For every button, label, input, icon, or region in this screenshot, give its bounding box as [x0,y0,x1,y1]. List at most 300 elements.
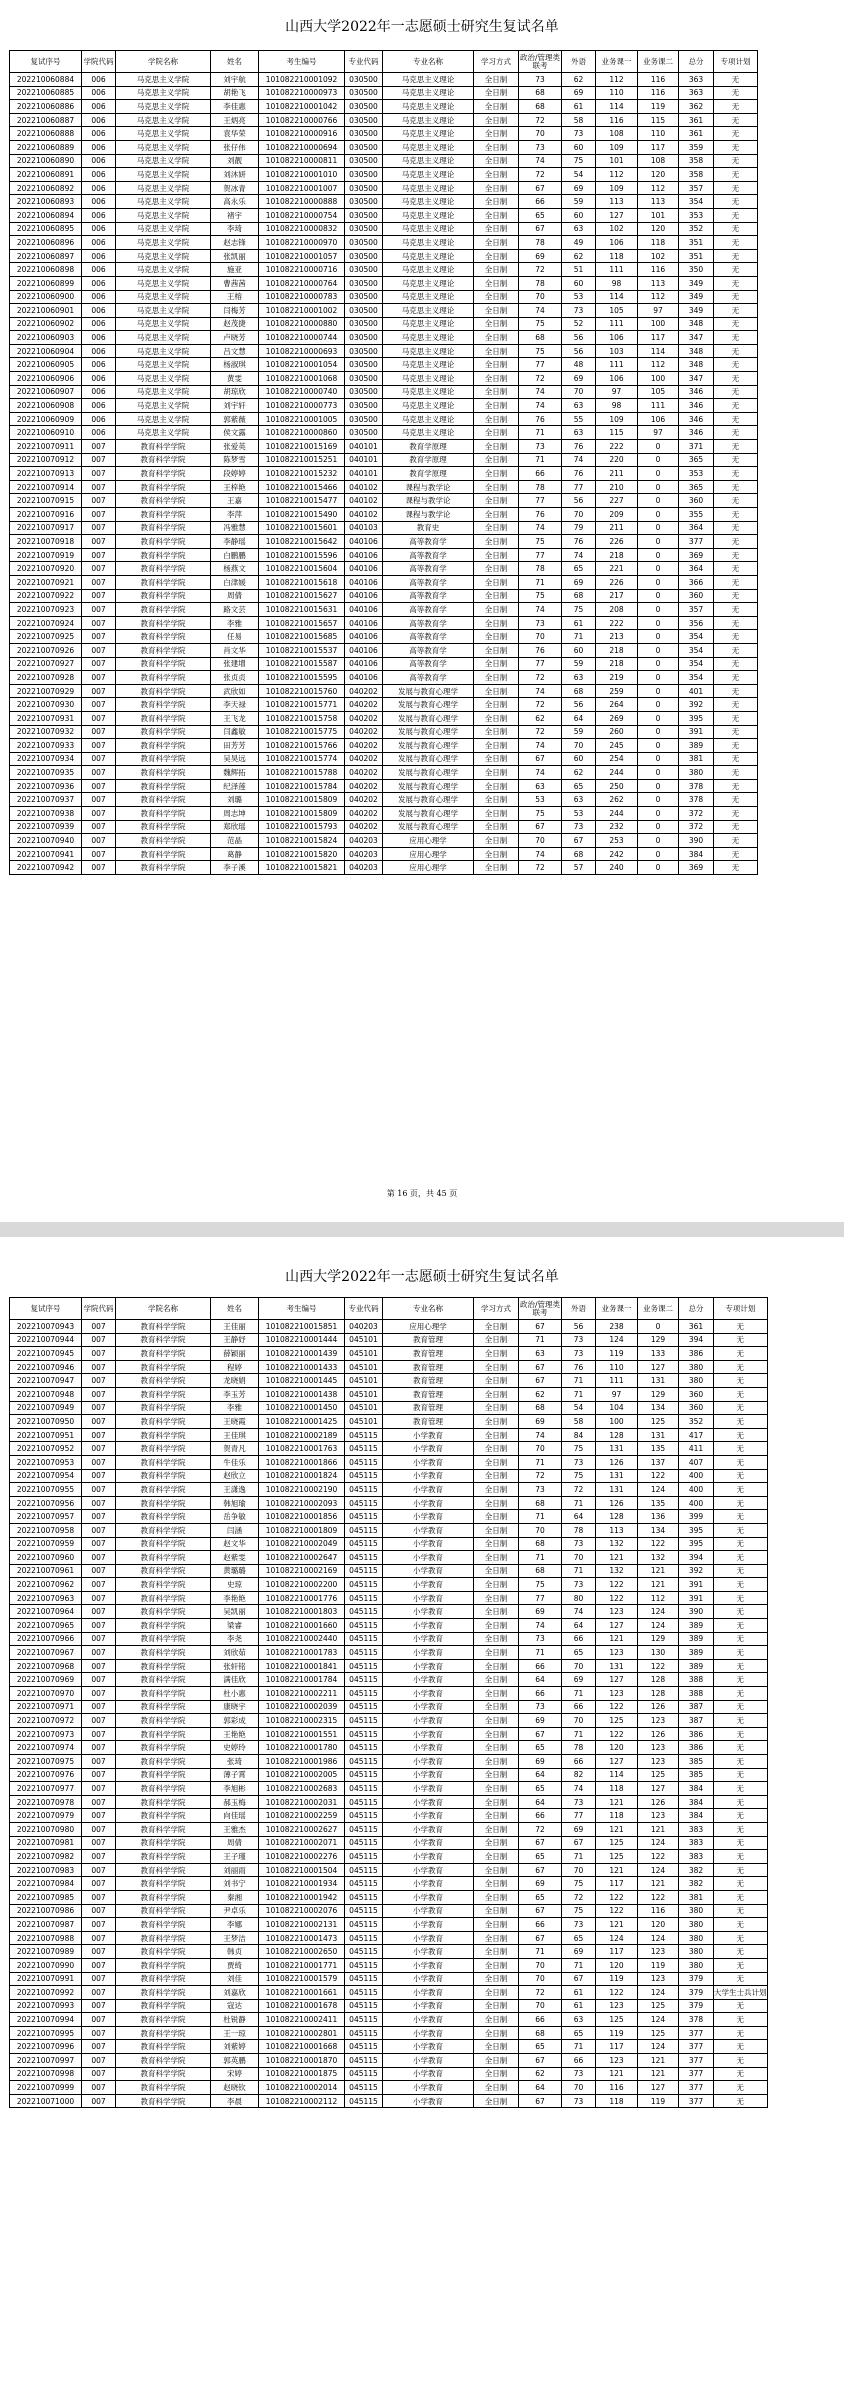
cell-student-name: 王炳亮 [211,113,259,127]
cell-major-code: 040106 [345,630,383,644]
cell-seq-no: 202210070954 [10,1469,82,1483]
table-row [10,1428,768,1442]
cell-total-score: 382 [679,1863,714,1877]
cell-college-code: 007 [82,535,116,549]
cell-subject1-score: 132 [596,1537,638,1551]
cell-seq-no: 202210070966 [10,1632,82,1646]
cell-college-code: 006 [82,86,116,100]
cell-major-code: 040106 [345,643,383,657]
cell-student-name: 路文芸 [211,603,259,617]
cell-seq-no: 202210070942 [10,861,82,875]
cell-major-code: 030500 [345,412,383,426]
cell-student-name: 吴凯丽 [211,1605,259,1619]
cell-study-mode: 全日制 [474,1374,519,1388]
cell-student-name: 武欣如 [211,684,259,698]
cell-student-name: 满佳欣 [211,1673,259,1687]
cell-study-mode: 全日制 [474,2054,519,2068]
cell-exam-id: 101082210000694 [259,140,345,154]
cell-college-name: 教育科学学院 [116,1320,211,1334]
table-row [10,86,758,100]
cell-major-name: 小学教育 [383,1632,474,1646]
table-row [10,1347,768,1361]
cell-college-code: 007 [82,1659,116,1673]
cell-college-code: 007 [82,1755,116,1769]
header-subject1-score: 业务课一 [596,51,638,73]
cell-special-plan: 无 [714,2040,768,2054]
cell-exam-id: 101082210001934 [259,1877,345,1891]
cell-college-name: 教育科学学院 [116,494,211,508]
cell-major-name: 马克思主义理论 [383,344,474,358]
cell-college-code: 007 [82,2040,116,2054]
cell-special-plan: 无 [714,140,758,154]
cell-total-score: 378 [679,2013,714,2027]
cell-major-code: 045115 [345,1605,383,1619]
table-row [10,1673,768,1687]
cell-politics-score: 65 [519,1850,562,1864]
cell-major-name: 小学教育 [383,2026,474,2040]
cell-college-name: 教育科学学院 [116,1360,211,1374]
table-row [10,344,758,358]
cell-seq-no: 202210070921 [10,575,82,589]
cell-student-name: 史琼 [211,1578,259,1592]
cell-language-score: 65 [562,779,596,793]
cell-subject1-score: 211 [596,521,638,535]
cell-subject1-score: 121 [596,2067,638,2081]
cell-subject2-score: 121 [638,1578,679,1592]
cell-seq-no: 202210060901 [10,304,82,318]
cell-subject1-score: 116 [596,113,638,127]
cell-language-score: 72 [562,1483,596,1497]
cell-total-score: 384 [679,1809,714,1823]
cell-major-name: 发展与教育心理学 [383,752,474,766]
cell-student-name: 张琦 [211,1755,259,1769]
cell-language-score: 74 [562,1782,596,1796]
cell-total-score: 377 [679,2081,714,2095]
cell-college-code: 007 [82,575,116,589]
cell-exam-id: 101082210015657 [259,616,345,630]
cell-major-name: 高等教育学 [383,562,474,576]
header-major-code: 专业代码 [345,51,383,73]
cell-special-plan: 无 [714,1727,768,1741]
cell-college-name: 马克思主义学院 [116,154,211,168]
cell-exam-id: 101082210001942 [259,1890,345,1904]
cell-college-code: 007 [82,440,116,454]
cell-special-plan: 无 [714,263,758,277]
cell-total-score: 383 [679,1822,714,1836]
cell-major-name: 小学教育 [383,1822,474,1836]
cell-study-mode: 全日制 [474,412,519,426]
cell-seq-no: 202210070945 [10,1347,82,1361]
table-row [10,1741,768,1755]
cell-total-score: 360 [679,1387,714,1401]
cell-subject1-score: 123 [596,1999,638,2013]
cell-exam-id: 101082210015232 [259,467,345,481]
table-row [10,671,758,685]
cell-college-name: 教育科学学院 [116,1727,211,1741]
cell-total-score: 346 [679,412,714,426]
cell-student-name: 王佳琪 [211,1428,259,1442]
cell-language-score: 58 [562,113,596,127]
cell-subject1-score: 104 [596,1401,638,1415]
cell-college-code: 007 [82,467,116,481]
cell-major-code: 040202 [345,698,383,712]
cell-politics-score: 68 [519,1496,562,1510]
cell-college-name: 教育科学学院 [116,2040,211,2054]
cell-subject2-score: 129 [638,1632,679,1646]
cell-subject1-score: 121 [596,1822,638,1836]
cell-seq-no: 202210070935 [10,766,82,780]
cell-politics-score: 78 [519,562,562,576]
cell-college-name: 教育科学学院 [116,1564,211,1578]
cell-exam-id: 101082210015771 [259,698,345,712]
cell-seq-no: 202210070914 [10,480,82,494]
cell-study-mode: 全日制 [474,1687,519,1701]
cell-total-score: 354 [679,195,714,209]
cell-total-score: 400 [679,1469,714,1483]
cell-seq-no: 202210070929 [10,684,82,698]
cell-study-mode: 全日制 [474,1727,519,1741]
cell-seq-no: 202210070943 [10,1320,82,1334]
cell-subject1-score: 121 [596,1863,638,1877]
cell-student-name: 刘璐 [211,793,259,807]
cell-language-score: 62 [562,73,596,87]
cell-major-name: 发展与教育心理学 [383,684,474,698]
table-row [10,263,758,277]
cell-subject1-score: 127 [596,1673,638,1687]
cell-subject2-score: 0 [638,711,679,725]
cell-major-code: 045115 [345,1496,383,1510]
cell-major-name: 小学教育 [383,2094,474,2108]
cell-student-name: 贾绮 [211,1958,259,1972]
cell-student-name: 施亚 [211,263,259,277]
cell-politics-score: 71 [519,1551,562,1565]
cell-student-name: 高永乐 [211,195,259,209]
cell-exam-id: 101082210001425 [259,1415,345,1429]
cell-politics-score: 77 [519,1591,562,1605]
cell-language-score: 54 [562,168,596,182]
cell-exam-id: 101082210015251 [259,453,345,467]
cell-language-score: 59 [562,725,596,739]
table-row [10,1850,768,1864]
cell-study-mode: 全日制 [474,426,519,440]
cell-language-score: 73 [562,2067,596,2081]
cell-politics-score: 62 [519,711,562,725]
cell-special-plan: 无 [714,834,758,848]
cell-politics-score: 78 [519,236,562,250]
cell-major-code: 030500 [345,263,383,277]
cell-subject1-score: 110 [596,1360,638,1374]
cell-subject2-score: 112 [638,181,679,195]
cell-student-name: 张爱英 [211,440,259,454]
cell-language-score: 79 [562,521,596,535]
cell-politics-score: 72 [519,698,562,712]
cell-total-score: 381 [679,752,714,766]
cell-politics-score: 68 [519,100,562,114]
cell-major-name: 小学教育 [383,1945,474,1959]
cell-college-code: 006 [82,208,116,222]
cell-major-code: 040106 [345,671,383,685]
cell-subject1-score: 213 [596,630,638,644]
cell-major-name: 高等教育学 [383,630,474,644]
cell-special-plan: 无 [714,1469,768,1483]
cell-college-name: 马克思主义学院 [116,290,211,304]
cell-college-name: 教育科学学院 [116,1646,211,1660]
cell-study-mode: 全日制 [474,1877,519,1891]
cell-student-name: 史婷玲 [211,1741,259,1755]
cell-seq-no: 202210060893 [10,195,82,209]
cell-college-code: 006 [82,317,116,331]
cell-major-name: 小学教育 [383,1578,474,1592]
cell-language-score: 70 [562,739,596,753]
cell-special-plan: 无 [714,1360,768,1374]
cell-language-score: 65 [562,1646,596,1660]
cell-language-score: 74 [562,548,596,562]
cell-college-name: 教育科学学院 [116,1578,211,1592]
cell-subject1-score: 118 [596,249,638,263]
header-college-code: 学院代码 [82,1298,116,1320]
cell-college-name: 教育科学学院 [116,1619,211,1633]
cell-exam-id: 101082210001042 [259,100,345,114]
cell-politics-score: 74 [519,399,562,413]
table-row [10,684,758,698]
cell-major-name: 马克思主义理论 [383,222,474,236]
cell-language-score: 70 [562,1714,596,1728]
cell-language-score: 71 [562,1687,596,1701]
cell-subject1-score: 112 [596,73,638,87]
cell-subject1-score: 264 [596,698,638,712]
cell-study-mode: 全日制 [474,1646,519,1660]
cell-exam-id: 101082210000773 [259,399,345,413]
cell-college-name: 教育科学学院 [116,1795,211,1809]
cell-language-score: 67 [562,834,596,848]
cell-special-plan: 无 [714,290,758,304]
cell-college-code: 007 [82,1320,116,1334]
cell-college-code: 007 [82,453,116,467]
cell-major-code: 030500 [345,222,383,236]
cell-college-code: 007 [82,1918,116,1932]
cell-major-name: 发展与教育心理学 [383,698,474,712]
cell-exam-id: 101082210002039 [259,1700,345,1714]
cell-seq-no: 202210070912 [10,453,82,467]
cell-total-score: 380 [679,1945,714,1959]
cell-college-code: 006 [82,426,116,440]
cell-total-score: 399 [679,1510,714,1524]
cell-politics-score: 74 [519,603,562,617]
cell-major-name: 高等教育学 [383,589,474,603]
cell-student-name: 韩旭瑜 [211,1496,259,1510]
cell-college-name: 马克思主义学院 [116,181,211,195]
cell-college-code: 007 [82,603,116,617]
cell-exam-id: 101082210002647 [259,1551,345,1565]
cell-major-name: 马克思主义理论 [383,208,474,222]
cell-college-code: 006 [82,385,116,399]
cell-student-name: 周倩 [211,589,259,603]
cell-politics-score: 70 [519,290,562,304]
cell-seq-no: 202210070939 [10,820,82,834]
cell-special-plan: 无 [714,562,758,576]
cell-major-name: 小学教育 [383,1958,474,1972]
cell-total-score: 390 [679,834,714,848]
cell-language-score: 71 [562,2040,596,2054]
cell-college-code: 007 [82,1551,116,1565]
table-row [10,1904,768,1918]
cell-major-name: 马克思主义理论 [383,385,474,399]
cell-study-mode: 全日制 [474,521,519,535]
cell-politics-score: 69 [519,1877,562,1891]
cell-study-mode: 全日制 [474,1700,519,1714]
cell-student-name: 程婷 [211,1360,259,1374]
cell-study-mode: 全日制 [474,1890,519,1904]
cell-exam-id: 101082210015774 [259,752,345,766]
cell-study-mode: 全日制 [474,1945,519,1959]
cell-language-score: 69 [562,575,596,589]
cell-seq-no: 202210070920 [10,562,82,576]
table-row [10,1958,768,1972]
cell-major-code: 045115 [345,1904,383,1918]
cell-total-score: 349 [679,304,714,318]
cell-subject2-score: 125 [638,1999,679,2013]
cell-major-code: 045115 [345,1632,383,1646]
cell-special-plan: 无 [714,467,758,481]
cell-college-code: 007 [82,1523,116,1537]
cell-exam-id: 101082210001504 [259,1863,345,1877]
cell-college-code: 007 [82,847,116,861]
table-row [10,1469,768,1483]
cell-student-name: 任易 [211,630,259,644]
cell-subject1-score: 123 [596,2054,638,2068]
cell-language-score: 55 [562,412,596,426]
cell-subject1-score: 125 [596,1714,638,1728]
cell-language-score: 65 [562,562,596,576]
cell-language-score: 73 [562,1333,596,1347]
cell-student-name: 段婷婷 [211,467,259,481]
cell-college-name: 教育科学学院 [116,1986,211,2000]
cell-subject1-score: 132 [596,1564,638,1578]
cell-college-name: 教育科学学院 [116,1523,211,1537]
cell-language-score: 68 [562,847,596,861]
cell-seq-no: 202210060888 [10,127,82,141]
cell-study-mode: 全日制 [474,1755,519,1769]
cell-student-name: 刘嘉欣 [211,1986,259,2000]
cell-special-plan: 无 [714,2013,768,2027]
cell-college-code: 006 [82,181,116,195]
cell-major-code: 045115 [345,1700,383,1714]
cell-total-score: 360 [679,1401,714,1415]
cell-study-mode: 全日制 [474,698,519,712]
cell-college-name: 教育科学学院 [116,1958,211,1972]
cell-special-plan: 无 [714,1333,768,1347]
cell-study-mode: 全日制 [474,100,519,114]
cell-total-score: 386 [679,1347,714,1361]
cell-subject1-score: 119 [596,2026,638,2040]
cell-special-plan: 无 [714,358,758,372]
cell-exam-id: 101082210001678 [259,1999,345,2013]
cell-college-name: 教育科学学院 [116,521,211,535]
cell-politics-score: 67 [519,222,562,236]
header-subject2-score: 业务课二 [638,1298,679,1320]
cell-subject2-score: 127 [638,1360,679,1374]
cell-seq-no: 202210060892 [10,181,82,195]
cell-language-score: 76 [562,535,596,549]
cell-major-code: 040202 [345,725,383,739]
cell-seq-no: 202210070985 [10,1890,82,1904]
cell-language-score: 61 [562,1986,596,2000]
table-row [10,1755,768,1769]
cell-seq-no: 202210060897 [10,249,82,263]
cell-study-mode: 全日制 [474,276,519,290]
cell-major-code: 040102 [345,494,383,508]
cell-exam-id: 101082210015775 [259,725,345,739]
cell-special-plan: 无 [714,1890,768,1904]
cell-subject2-score: 126 [638,1700,679,1714]
cell-politics-score: 73 [519,1632,562,1646]
cell-major-code: 045115 [345,1741,383,1755]
cell-exam-id: 101082210015821 [259,861,345,875]
cell-seq-no: 202210070952 [10,1442,82,1456]
cell-seq-no: 202210060889 [10,140,82,154]
cell-college-name: 教育科学学院 [116,2094,211,2108]
admission-table [9,1297,768,2108]
cell-college-code: 007 [82,807,116,821]
cell-language-score: 73 [562,1455,596,1469]
cell-study-mode: 全日制 [474,86,519,100]
cell-college-code: 006 [82,195,116,209]
cell-major-code: 045115 [345,1428,383,1442]
cell-subject1-score: 240 [596,861,638,875]
cell-college-name: 教育科学学院 [116,1496,211,1510]
cell-college-code: 007 [82,820,116,834]
cell-total-score: 377 [679,2026,714,2040]
cell-language-score: 77 [562,480,596,494]
cell-major-name: 课程与教学论 [383,508,474,522]
cell-language-score: 73 [562,1918,596,1932]
table-row [10,752,758,766]
cell-politics-score: 72 [519,1986,562,2000]
cell-exam-id: 101082210000832 [259,222,345,236]
cell-study-mode: 全日制 [474,1455,519,1469]
cell-exam-id: 101082210015758 [259,711,345,725]
cell-major-name: 小学教育 [383,1931,474,1945]
cell-student-name: 肖文华 [211,643,259,657]
cell-student-name: 吴昊远 [211,752,259,766]
cell-language-score: 76 [562,1360,596,1374]
cell-subject2-score: 130 [638,1646,679,1660]
cell-politics-score: 66 [519,1809,562,1823]
table-row [10,1320,768,1334]
cell-subject1-score: 118 [596,2094,638,2108]
cell-college-name: 马克思主义学院 [116,113,211,127]
cell-student-name: 白鹏鹏 [211,548,259,562]
page-title: 山西大学2022年一志愿硕士研究生复试名单 [285,1269,559,1285]
cell-special-plan: 无 [714,1401,768,1415]
cell-major-code: 030500 [345,385,383,399]
cell-major-name: 发展与教育心理学 [383,779,474,793]
cell-subject2-score: 129 [638,1333,679,1347]
cell-seq-no: 202210070986 [10,1904,82,1918]
cell-total-score: 391 [679,1578,714,1592]
cell-college-name: 教育科学学院 [116,440,211,454]
cell-subject1-score: 126 [596,1455,638,1469]
cell-exam-id: 101082210002031 [259,1795,345,1809]
cell-politics-score: 68 [519,86,562,100]
cell-exam-id: 101082210001450 [259,1401,345,1415]
cell-exam-id: 101082210002276 [259,1850,345,1864]
cell-politics-score: 68 [519,1401,562,1415]
cell-subject2-score: 124 [638,1483,679,1497]
cell-subject1-score: 127 [596,1619,638,1633]
cell-major-code: 045115 [345,1578,383,1592]
cell-total-score: 387 [679,1700,714,1714]
